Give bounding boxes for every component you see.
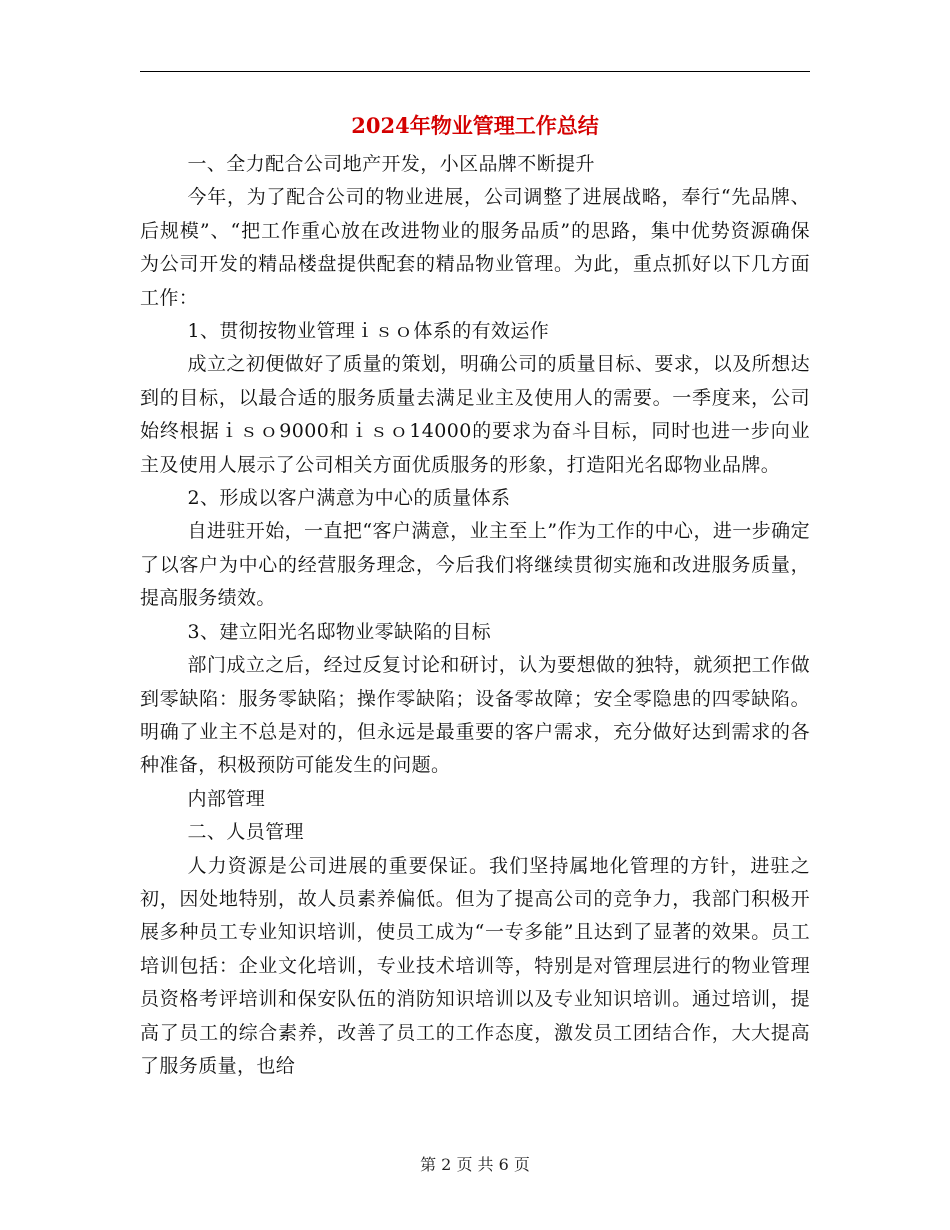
document-title: 2024年物业管理工作总结 bbox=[351, 113, 599, 138]
body-paragraph-zero-defect: 部门成立之后，经过反复讨论和研讨，认为要想做的独特，就须把工作做到零缺陷：服务零缺陷；操作零缺陷；设备零故障；安全零隐患的四零缺陷。明确了业主不总是对的，但永远是最重要的客户需求，充分做好达到需求的各种准备，积极预防可能发生的问题。 bbox=[140, 654, 810, 777]
subheading-zero-defect: 3、建立阳光名邸物业零缺陷的目标 bbox=[187, 620, 491, 643]
header-rule bbox=[140, 71, 810, 72]
body-paragraph-intro: 今年，为了配合公司的物业进展，公司调整了进展战略，奉行“先品牌、后规模”、“把工作重心放在改进物业的服务品质”的思路，集中优势资源确保为公司开发的精品楼盘提供配套的精品物业管理。为此，重点抓好以下几方面工作： bbox=[140, 186, 810, 309]
subheading-iso: 1、贯彻按物业管理ｉｓｏ体系的有效运作 bbox=[187, 320, 550, 343]
section-heading-1: 一、全力配合公司地产开发，小区品牌不断提升 bbox=[187, 153, 595, 175]
section-heading-2: 二、人员管理 bbox=[187, 821, 304, 844]
body-paragraph-quality-system: 自进驻开始，一直把“客户满意，业主至上”作为工作的中心，进一步确定了以客户为中心的经营服务理念，今后我们将继续贯彻实施和改进服务质量，提高服务绩效。 bbox=[140, 520, 810, 610]
page-number: 第 2 页 共 6 页 bbox=[420, 1155, 530, 1174]
body-paragraph-iso: 成立之初便做好了质量的策划，明确公司的质量目标、要求，以及所想达到的目标，以最合适的服务质量去满足业主及使用人的需要。一季度来，公司始终根据ｉｓｏ9000和ｉｓｏ14000的要求为奋斗目标，同时也进一步向业主及使用人展示了公司相关方面优质服务的形象，打造阳光名邸物业品牌。 bbox=[140, 353, 810, 476]
subheading-internal-management: 内部管理 bbox=[187, 787, 266, 810]
subheading-quality-system: 2、形成以客户满意为中心的质量体系 bbox=[187, 487, 511, 510]
document-body bbox=[140, 148, 810, 1083]
body-paragraph-staff: 人力资源是公司进展的重要保证。我们坚持属地化管理的方针，进驻之初，因处地特别，故人员素养偏低。但为了提高公司的竞争力，我部门积极开展多种员工专业知识培训，使员工成为“一专多能”且达到了显著的效果。员工培训包括：企业文化培训，专业技术培训等，特别是对管理层进行的物业管理员资格考评培训和保安队伍的消防知识培训以及专业知识培训。通过培训，提高了员工的综合素养，改善了员工的工作态度，激发员工团结合作，大大提高了服务质量，也给 bbox=[140, 854, 810, 1077]
